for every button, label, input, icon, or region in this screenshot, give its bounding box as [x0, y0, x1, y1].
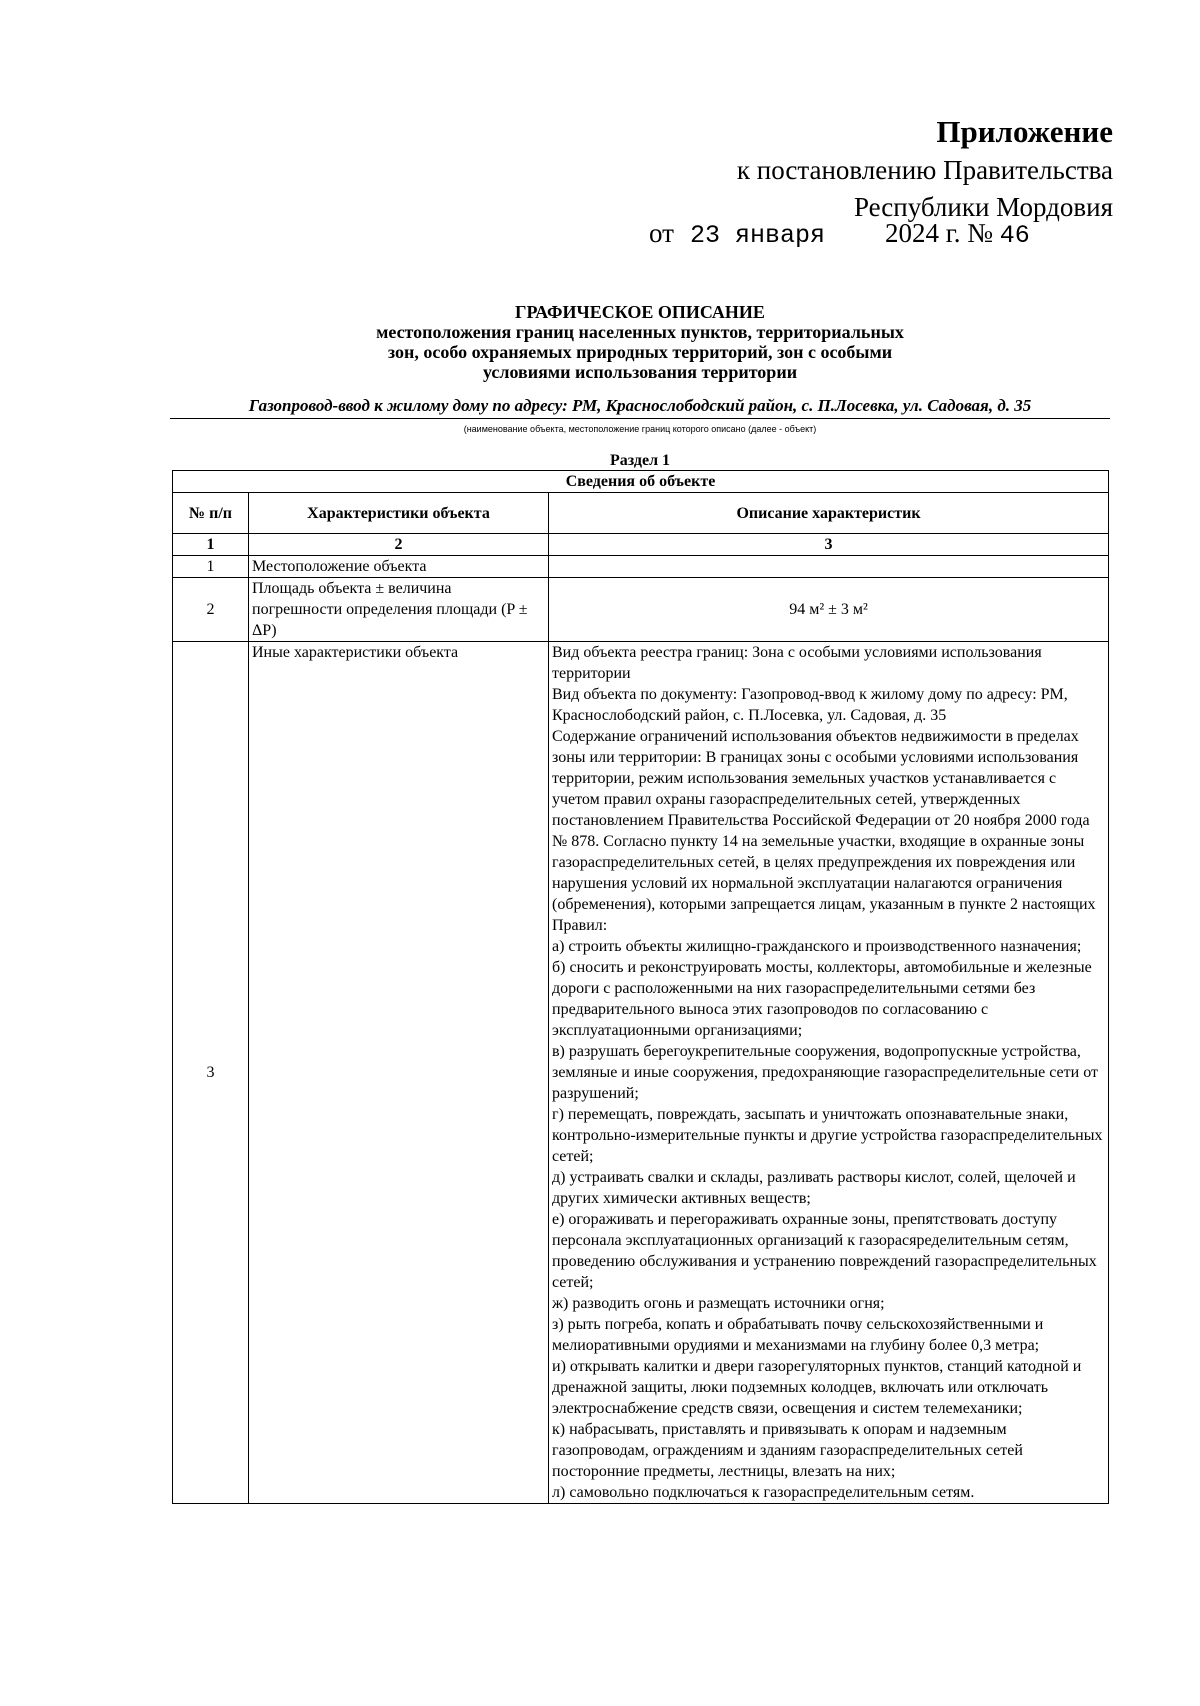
row-description: 94 м² ± 3 м² — [549, 578, 1109, 642]
document-subtitle-2: зон, особо охраняемых природных территорий, зон с особыми — [387, 342, 893, 362]
table-row — [173, 642, 1109, 1504]
row-characteristic: Иные характеристики объекта — [249, 642, 549, 1504]
description-line: л) самовольно подключаться к газораспределительным сетям. — [552, 1484, 975, 1501]
description-line: б) сносить и реконструировать мосты, коллекторы, автомобильные и железные дороги с расположенными на них газораспределительными сетями без предварительного выноса этих газопроводов по согласованию с эксплуатационными организациями; — [552, 959, 1092, 1039]
section-label: Раздел 1 — [609, 452, 671, 469]
header-number: № п/п — [173, 493, 249, 534]
header-description: Описание характеристик — [549, 493, 1109, 534]
description-line: Вид объекта по документу: Газопровод-ввод к жилому дому по адресу: РМ, Краснослободский район, с. П.Лосевка, ул. Садовая, д. 35 — [552, 686, 1068, 724]
column-number-row — [173, 534, 1109, 556]
appendix-header — [737, 112, 1113, 226]
column-number: 2 — [249, 534, 549, 556]
row-characteristic: Площадь объекта ± величина погрешности определения площади (P ± ΔP) — [249, 578, 549, 642]
row-description-list — [549, 642, 1109, 1504]
date-year: 2024 г. № — [884, 218, 994, 248]
description-line: Содержание ограничений использования объектов недвижимости в пределах зоны или территории: В границах зоны с особыми условиями использования территории, режим использования земельных участков устанавливается с учетом правил охраны газораспределительных сетей, утвержденных постановлением Правительства Российской Федерации от 20 ноября 2000 года № 878. Согласно пункту 14 на земельные участки, входящие в охранные зоны газораспределительных сетей, в целях предупреждения их повреждения или нарушения условий их нормальной эксплуатации налагаются ограничения (обременения), которыми запрещается лицам, указанным в пункте 2 настоящих Правил: — [552, 728, 1096, 934]
appendix-line-2: Республики Мордовия — [853, 192, 1113, 222]
table-row — [173, 556, 1109, 578]
row-characteristic: Местоположение объекта — [249, 556, 549, 578]
table-caption-row — [173, 471, 1109, 493]
description-line: и) открывать калитки и двери газорегуляторных пунктов, станций катодной и дренажной защиты, люки подземных колодцев, включать или отключать электроснабжение средств связи, освещения и систем телемеханики; — [552, 1358, 1082, 1417]
appendix-title: Приложение — [936, 114, 1113, 149]
row-number: 3 — [173, 642, 249, 1504]
document-subtitle-1: местоположения границ населенных пунктов, территориальных — [376, 322, 904, 342]
description-line: з) рыть погреба, копать и обрабатывать почву сельскохозяйственными и мелиоративными орудиями и механизмами на глубину более 0,3 метра; — [552, 1316, 1044, 1354]
date-day: 23 января — [689, 221, 825, 250]
description-line: е) огораживать и перегораживать охранные зоны, препятствовать доступу персонала эксплуатационных организаций к газорасяределительным сетям, проведению обслуживания и устранению повреждений газораспределительных сетей; — [552, 1211, 1097, 1291]
document-subtitle-3: условиями использования территории — [482, 362, 798, 382]
appendix-line-1: к постановлению Правительства — [736, 155, 1113, 185]
table-row — [173, 578, 1109, 642]
row-description — [549, 556, 1109, 578]
column-number: 1 — [173, 534, 249, 556]
description-line: в) разрушать берегоукрепительные сооружения, водопропускные устройства, земляные и иные сооружения, предохраняющие газораспределительные сети от разрушений; — [552, 1043, 1098, 1102]
decree-number: 46 — [999, 221, 1030, 250]
description-line: Вид объекта реестра границ: Зона с особыми условиями использования территории — [552, 644, 1042, 682]
column-number: 3 — [549, 534, 1109, 556]
description-line: г) перемещать, повреждать, засыпать и уничтожать опознавательные знаки, контрольно-измерительные пункты и другие устройства газораспределительных сетей; — [552, 1106, 1103, 1165]
description-line: д) устраивать свалки и склады, разливать растворы кислот, солей, щелочей и других химически активных веществ; — [552, 1169, 1076, 1207]
date-prefix: от — [649, 218, 674, 248]
header-characteristic: Характеристики объекта — [249, 493, 549, 534]
object-name-caption: (наименование объекта, местоположение границ которого описано (далее - объект) — [463, 424, 817, 434]
object-info-table — [172, 470, 1109, 1504]
description-line: к) набрасывать, приставлять и привязывать к опорам и надземным газопроводам, ограждениям и зданиям газораспределительных сетей посторонние предметы, лестницы, влезать на них; — [552, 1421, 1023, 1480]
description-line: а) строить объекты жилищно-гражданского и производственного назначения; — [552, 938, 1082, 955]
description-line: ж) разводить огонь и размещать источники огня; — [552, 1295, 885, 1312]
document-title-block — [170, 302, 1110, 382]
decree-date — [649, 216, 1030, 253]
table-caption: Сведения об объекте — [173, 471, 1109, 493]
row-number: 1 — [173, 556, 249, 578]
document-title: ГРАФИЧЕСКОЕ ОПИСАНИЕ — [515, 302, 765, 322]
row-number: 2 — [173, 578, 249, 642]
object-name: Газопровод-ввод к жилому дому по адресу: РМ, Краснослободский район, с. П.Лосевка, ул. Садовая, д. 35 — [170, 396, 1110, 419]
table-header-row — [173, 493, 1109, 534]
